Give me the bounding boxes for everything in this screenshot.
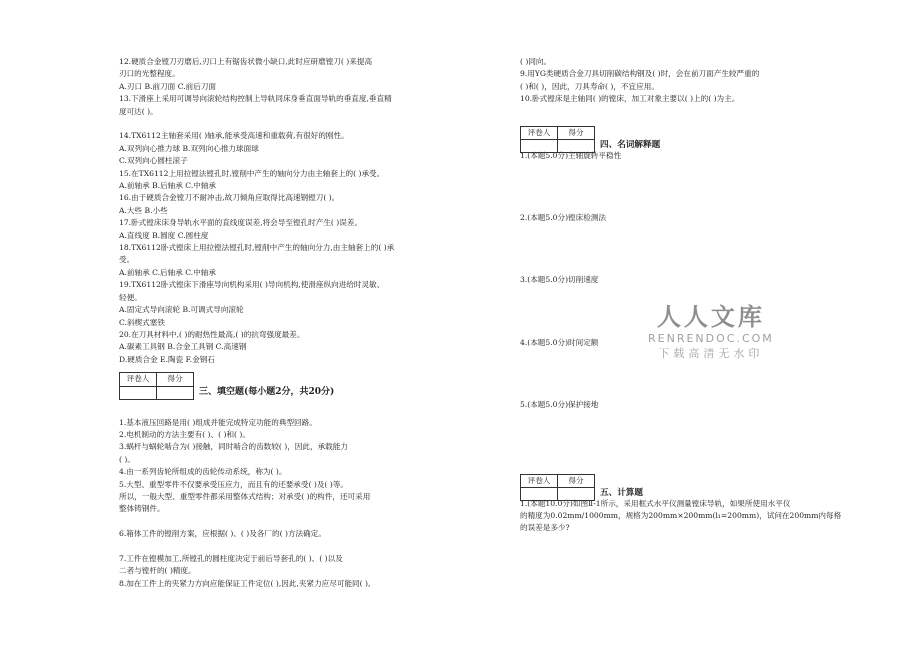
text-line: ( )。 <box>119 454 135 464</box>
reviewer-cell <box>120 386 157 399</box>
text-line: 7.工件在镗模加工,所镗孔的圆柱度决定于前后导套孔的( )、( )以及 <box>119 553 343 563</box>
text-line: A.双列向心推力球 B.双列向心推力球面球 <box>119 143 259 153</box>
text-line: D.硬质合金 E.陶瓷 F.金钢石 <box>119 354 215 364</box>
score-label: 得分 <box>157 373 194 386</box>
text-line: 19.TX6112卧式镗床下滑座导向机构采用( )导向机构,使滑座纵向进给时灵敏、 <box>119 280 385 290</box>
section5-header <box>520 474 910 502</box>
text-line: 16.由于硬质合金镗刀不耐冲击,故刀倾角应取得比高速钢镗刀( )。 <box>119 193 340 203</box>
text-line <box>119 118 495 130</box>
text-line: 15.在TX6112上用拉镗法镗孔时,镗削中产生的轴向分力由主轴套上的( )承受。 <box>119 168 385 178</box>
text-line <box>119 541 495 553</box>
text-line: 刃口的光整程度。 <box>119 69 180 79</box>
definition-item: 3.(本题5.0分)切削速度 <box>520 275 599 285</box>
watermark <box>648 297 774 361</box>
text-line: 12.硬质合金镗刀刃磨后,刃口上有锯齿状微小缺口,此时应研磨镗刀( )来提高 <box>119 57 373 66</box>
text-line: 13.下滑座上采用可调导向滚轮结构控制上导轨同床身垂直面导轨的垂直度,垂直精 <box>119 94 392 104</box>
text-line: 度可达( )。 <box>119 106 158 116</box>
text-line: A.刃口 B.前刀面 C.前后刀面 <box>119 81 217 91</box>
text-line: ( )同向。 <box>520 57 552 66</box>
definition-item: 5.(本题5.0分)保护接地 <box>520 400 599 410</box>
text-line: ( )和( )，因此，刀具寿命( )，不宜应用。 <box>520 81 659 91</box>
text-line: 5.大型、重型零件不仅要承受压应力，而且有的还要承受( )及( )等。 <box>119 479 348 489</box>
definition-item: 4.(本题5.0分)时间定额 <box>520 337 599 347</box>
reviewer-cell <box>521 488 558 501</box>
text-line: C.双列向心圆柱滚子 <box>119 156 188 166</box>
score-box <box>520 474 595 501</box>
right-column <box>520 56 910 535</box>
text-line: 9.用YG类硬质合金刀具切削碳结构钢及( )时，会在前刀面产生较严重的 <box>520 69 760 79</box>
text-line: 的精度为0.02mm/1000mm，规格为200mm×200mm(l₁=200mm)，试问在200mm内每格 <box>520 511 842 521</box>
text-line: A.前轴承 B.后轴承 C.中轴承 <box>119 181 217 191</box>
text-line: A.固定式导向滚轮 B.可调式导向滚轮 <box>119 305 244 315</box>
text-line: 受。 <box>119 255 135 265</box>
question-list-fill-cont <box>520 56 910 106</box>
score-cell <box>558 140 595 153</box>
text-line: 20.在刀具材料中,( )的耐热性最高,( )的抗弯强度最差。 <box>119 329 305 339</box>
text-line: 3.蜗杆与蜗轮啮合为( )接触，同时啮合的齿数较( )，因此，承载能力 <box>119 442 348 452</box>
text-line: 1.基本液压回路是用( )组成并能完成特定功能的典型回路。 <box>119 417 317 427</box>
text-line: 8.加在工件上的夹紧力方向应能保证工件定位( ),因此,夹紧力应尽可能同( ), <box>119 578 371 588</box>
text-line: A.大些 B.小些 <box>119 205 168 215</box>
reviewer-label: 评卷人 <box>521 126 558 139</box>
text-line: C.斜楔式塞铁 <box>119 317 165 327</box>
score-box <box>520 126 595 153</box>
section3-header <box>119 372 495 400</box>
text-line <box>119 516 495 528</box>
definition-questions <box>520 150 910 412</box>
watermark-sub: 下载高清无水印 <box>658 347 764 360</box>
text-line: 的误差是多少? <box>520 523 570 533</box>
watermark-en: RENRENDOC.COM <box>648 332 774 345</box>
watermark-cn: 人人文库 <box>656 303 765 331</box>
question-list-fill <box>119 404 495 590</box>
score-cell <box>157 386 194 399</box>
text-line: 二者与镗杆的( )精度。 <box>119 566 196 576</box>
calculation-question <box>520 498 910 535</box>
text-line: A.前轴承 C.后轴承 C.中轴承 <box>119 267 216 277</box>
text-line: 18.TX6112卧式镗床上用拉镗法镗孔时,镗削中产生的轴向分力,由主轴套上的( )承 <box>119 243 395 253</box>
text-line: 整体铸钢件。 <box>119 504 165 514</box>
reviewer-label: 评卷人 <box>521 474 558 487</box>
section3-title: 三、填空题(每小题2分，共20分) <box>199 386 335 397</box>
definition-item: 2.(本题5.0分)镗床检测法 <box>520 213 606 223</box>
left-column <box>119 56 495 590</box>
reviewer-cell <box>521 140 558 153</box>
text-line: A.碳素工具钢 B.合金工具钢 C.高速钢 <box>119 342 247 352</box>
text-line: 6.箱体工件的镗削方案，应根据( )、( )及各厂的( )方法确定。 <box>119 529 326 539</box>
section4-header <box>520 126 910 154</box>
definition-item: 1.(本题5.0分)主轴旋转平稳性 <box>520 150 622 160</box>
score-cell <box>558 488 595 501</box>
reviewer-label: 评卷人 <box>120 373 157 386</box>
text-line: 2.电机制动的方法主要有( )、( )和( )。 <box>119 429 250 439</box>
text-line: 4.由一系列齿轮所组成的齿轮传动系统，称为( )。 <box>119 467 287 477</box>
score-label: 得分 <box>558 474 595 487</box>
text-line <box>119 404 495 416</box>
text-line: 14.TX6112主轴套采用( )轴承,能承受高速和重载荷,有很好的刚性。 <box>119 131 349 141</box>
score-label: 得分 <box>558 126 595 139</box>
section4-title: 四、名词解释题 <box>600 140 661 151</box>
text-line: A.直线度 B.圆度 C.圆柱度 <box>119 230 209 240</box>
text-line: 1.(本题10.0分)如图Ⅱ-1所示，采用框式水平仪测量镗床导轨，如果所使用水平仪 <box>520 498 791 508</box>
text-line: 17.卧式镗床床身导轨水平面的直线度误差,将会导至镗孔时产生( )误差。 <box>119 218 363 228</box>
section5-title: 五、计算题 <box>600 488 643 499</box>
text-line: 轻便。 <box>119 292 142 302</box>
score-box <box>119 372 194 399</box>
text-line: 所以，一般大型、重型零件都采用整体式结构；对承受( )的构件，还可采用 <box>119 491 371 501</box>
question-list-choice <box>119 56 495 366</box>
text-line: 10.卧式镗床是主轴同( )的镗床，加工对象主要以( )上的( )为主。 <box>520 94 740 104</box>
